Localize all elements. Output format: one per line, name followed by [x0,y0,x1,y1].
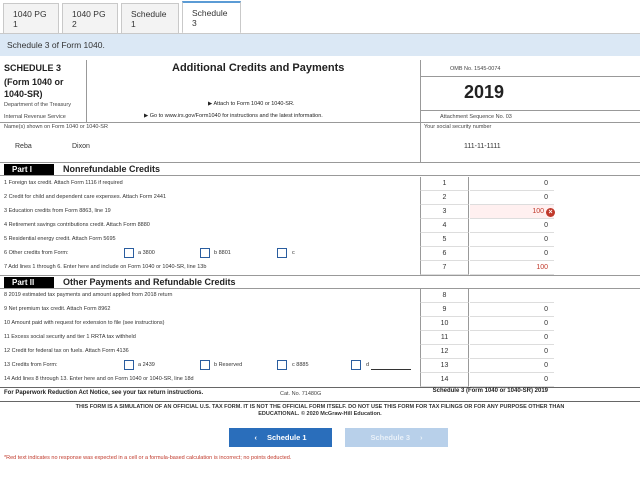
line-14-row [0,373,640,387]
next-button[interactable] [345,428,448,447]
tax-year: 2019 [464,82,505,102]
line-6-input[interactable]: 0 [470,247,554,261]
line-3-row [0,205,640,219]
line-11-number: 11 [420,331,469,345]
line-4-number: 4 [420,219,469,233]
line-3-desc: 3 Education credits from Form 8863, line 19 [4,208,111,214]
line-6b-checkbox[interactable] [200,248,210,258]
line-13d-label: d [366,362,370,368]
line-6a-label: a 3800 [138,250,155,256]
line-11-input[interactable]: 0 [470,331,554,345]
line-1-row [0,177,640,191]
ssn-label: Your social security number [424,124,492,130]
line-6-row [0,247,640,261]
line-10-row [0,317,640,331]
line-12-input[interactable]: 0 [470,345,554,359]
line-4-row [0,219,640,233]
line-13d-input[interactable] [371,369,411,370]
line-7-row [0,261,640,275]
line-6a-checkbox[interactable] [124,248,134,258]
line-11-row [0,331,640,345]
line-12-row [0,345,640,359]
divider [420,60,421,122]
line-3-number: 3 [420,205,469,219]
line-13a-checkbox[interactable] [124,360,134,370]
chevron-right-icon: › [420,433,423,442]
line-6b-label: b 8801 [214,250,231,256]
divider [420,122,421,162]
line-6c-label: c [292,250,295,256]
line-13b-label: b Reserved [214,362,243,368]
line-14-desc: 14 Add lines 8 through 13. Enter here and on Form 1040 or 1040-SR, line 18d [4,376,194,382]
line-10-desc: 10 Amount paid with request for extension to file (see instructions) [4,320,165,326]
line-7-number: 7 [420,261,469,275]
line-5-number: 5 [420,233,469,247]
irs-label: Internal Revenue Service [4,114,66,120]
tab-1040-pg1[interactable]: 1040 PG 1 [3,3,59,34]
line-14-total: 0 [470,373,554,387]
line-9-row [0,303,640,317]
line-5-row [0,233,640,247]
ssn-field[interactable]: 111-11-1111 [464,143,501,150]
attach-instruction: ▶ Attach to Form 1040 or 1040-SR. [208,101,295,107]
line-1-desc: 1 Foreign tax credit. Attach Form 1116 if required [4,180,123,186]
line-2-number: 2 [420,191,469,205]
line-8-row [0,289,640,303]
line-10-input[interactable]: 0 [470,317,554,331]
line-8-number: 8 [420,289,469,303]
line-8-input[interactable] [470,289,554,303]
line-2-desc: 2 Credit for child and dependent care expenses. Attach Form 2441 [4,194,167,200]
line-5-desc: 5 Residential energy credit. Attach Form 5695 [4,236,116,242]
line-1-input[interactable]: 0 [470,177,554,191]
part2-title: Other Payments and Refundable Credits [63,277,236,287]
part2-tag: Part II [4,277,54,288]
last-name-field[interactable]: Dixon [72,143,90,150]
line-8-desc: 8 2019 estimated tax payments and amount applied from 2018 return [4,292,173,298]
line-4-desc: 4 Retirement savings contributions credit. Attach Form 8880 [4,222,150,228]
tab-schedule-1[interactable]: Schedule 1 [121,3,179,34]
line-9-desc: 9 Net premium tax credit. Attach Form 8962 [4,306,111,312]
line-11-desc: 11 Excess social security and tier 1 RRTA tax withheld [4,334,136,340]
catalog-number: Cat. No. 71480G [280,391,322,397]
line-1-number: 1 [420,177,469,191]
divider [86,60,87,122]
line-13-desc: 13 Credits from Form: [4,362,58,368]
prev-button-label: Schedule 1 [266,433,307,442]
line-6-number: 6 [420,247,469,261]
tab-bar [0,0,640,34]
names-label: Name(s) shown on Form 1040 or 1040-SR [4,124,108,130]
omb-number: OMB No. 1545-0074 [450,66,501,72]
error-icon: × [546,208,555,217]
red-text-note: *Red text indicates no response was expected in a cell or a formula-based calculation is incorrect; no points deducted. [4,455,292,461]
line-3-input[interactable] [470,205,554,219]
line-13c-checkbox[interactable] [277,360,287,370]
line-3-value: 100 [532,208,544,215]
line-13-input[interactable]: 0 [470,359,554,373]
schedule-label: SCHEDULE 3 [4,63,62,73]
divider [0,122,640,123]
first-name-field[interactable]: Reba [15,143,32,150]
tab-schedule-3[interactable]: Schedule 3 [182,1,241,34]
line-10-number: 10 [420,317,469,331]
page-banner: Schedule 3 of Form 1040. [0,34,640,56]
disclaimer: THIS FORM IS A SIMULATION OF AN OFFICIAL U.S. TAX FORM. IT IS NOT THE OFFICIAL FORM ITSELF. DO NOT USE THIS FORM FOR TAX FILINGS OR FOR ANY PURPOSE OTHER THAN EDUCATIONAL. © 2020 McGraw-Hill Education. [75,404,565,417]
part2-header [0,275,640,289]
line-13c-label: c 8885 [292,362,309,368]
line-2-input[interactable]: 0 [470,191,554,205]
line-6-desc: 6 Other credits from Form: [4,250,69,256]
part1-header [0,162,640,176]
schedule-reference: Schedule 3 (Form 1040 or 1040-SR) 2019 [432,388,548,394]
line-7-desc: 7 Add lines 1 through 6. Enter here and include on Form 1040 or 1040-SR, line 13b [4,264,207,270]
goto-instruction: ▶ Go to www.irs.gov/Form1040 for instructions and the latest information. [144,113,323,119]
line-6c-checkbox[interactable] [277,248,287,258]
line-9-number: 9 [420,303,469,317]
divider [0,401,640,402]
part1-tag: Part I [4,164,54,175]
attachment-sequence: Attachment Sequence No. 03 [440,114,512,120]
chevron-left-icon: ‹ [254,433,257,442]
line-13b-checkbox[interactable] [200,360,210,370]
paperwork-notice: For Paperwork Reduction Act Notice, see your tax return instructions. [4,390,204,396]
line-9-input[interactable]: 0 [470,303,554,317]
line-4-input[interactable]: 0 [470,219,554,233]
divider [420,110,640,111]
line-13a-label: a 2439 [138,362,155,368]
divider [420,76,640,77]
next-button-label: Schedule 3 [370,433,411,442]
line-13-number: 13 [420,359,469,373]
line-12-desc: 12 Credit for federal tax on fuels. Attach Form 4136 [4,348,129,354]
dept-label: Department of the Treasury [4,102,71,108]
line-14-number: 14 [420,373,469,387]
form-title: Additional Credits and Payments [172,62,345,74]
line-12-number: 12 [420,345,469,359]
line-13-row [0,359,640,373]
line-5-input[interactable]: 0 [470,233,554,247]
tab-1040-pg2[interactable]: 1040 PG 2 [62,3,118,34]
prev-button[interactable] [229,428,332,447]
part1-title: Nonrefundable Credits [63,164,161,174]
line-7-total: 100 [470,261,554,275]
line-13d-checkbox[interactable] [351,360,361,370]
line-2-row [0,191,640,205]
form-label: (Form 1040 or 1040-SR) [4,77,64,99]
